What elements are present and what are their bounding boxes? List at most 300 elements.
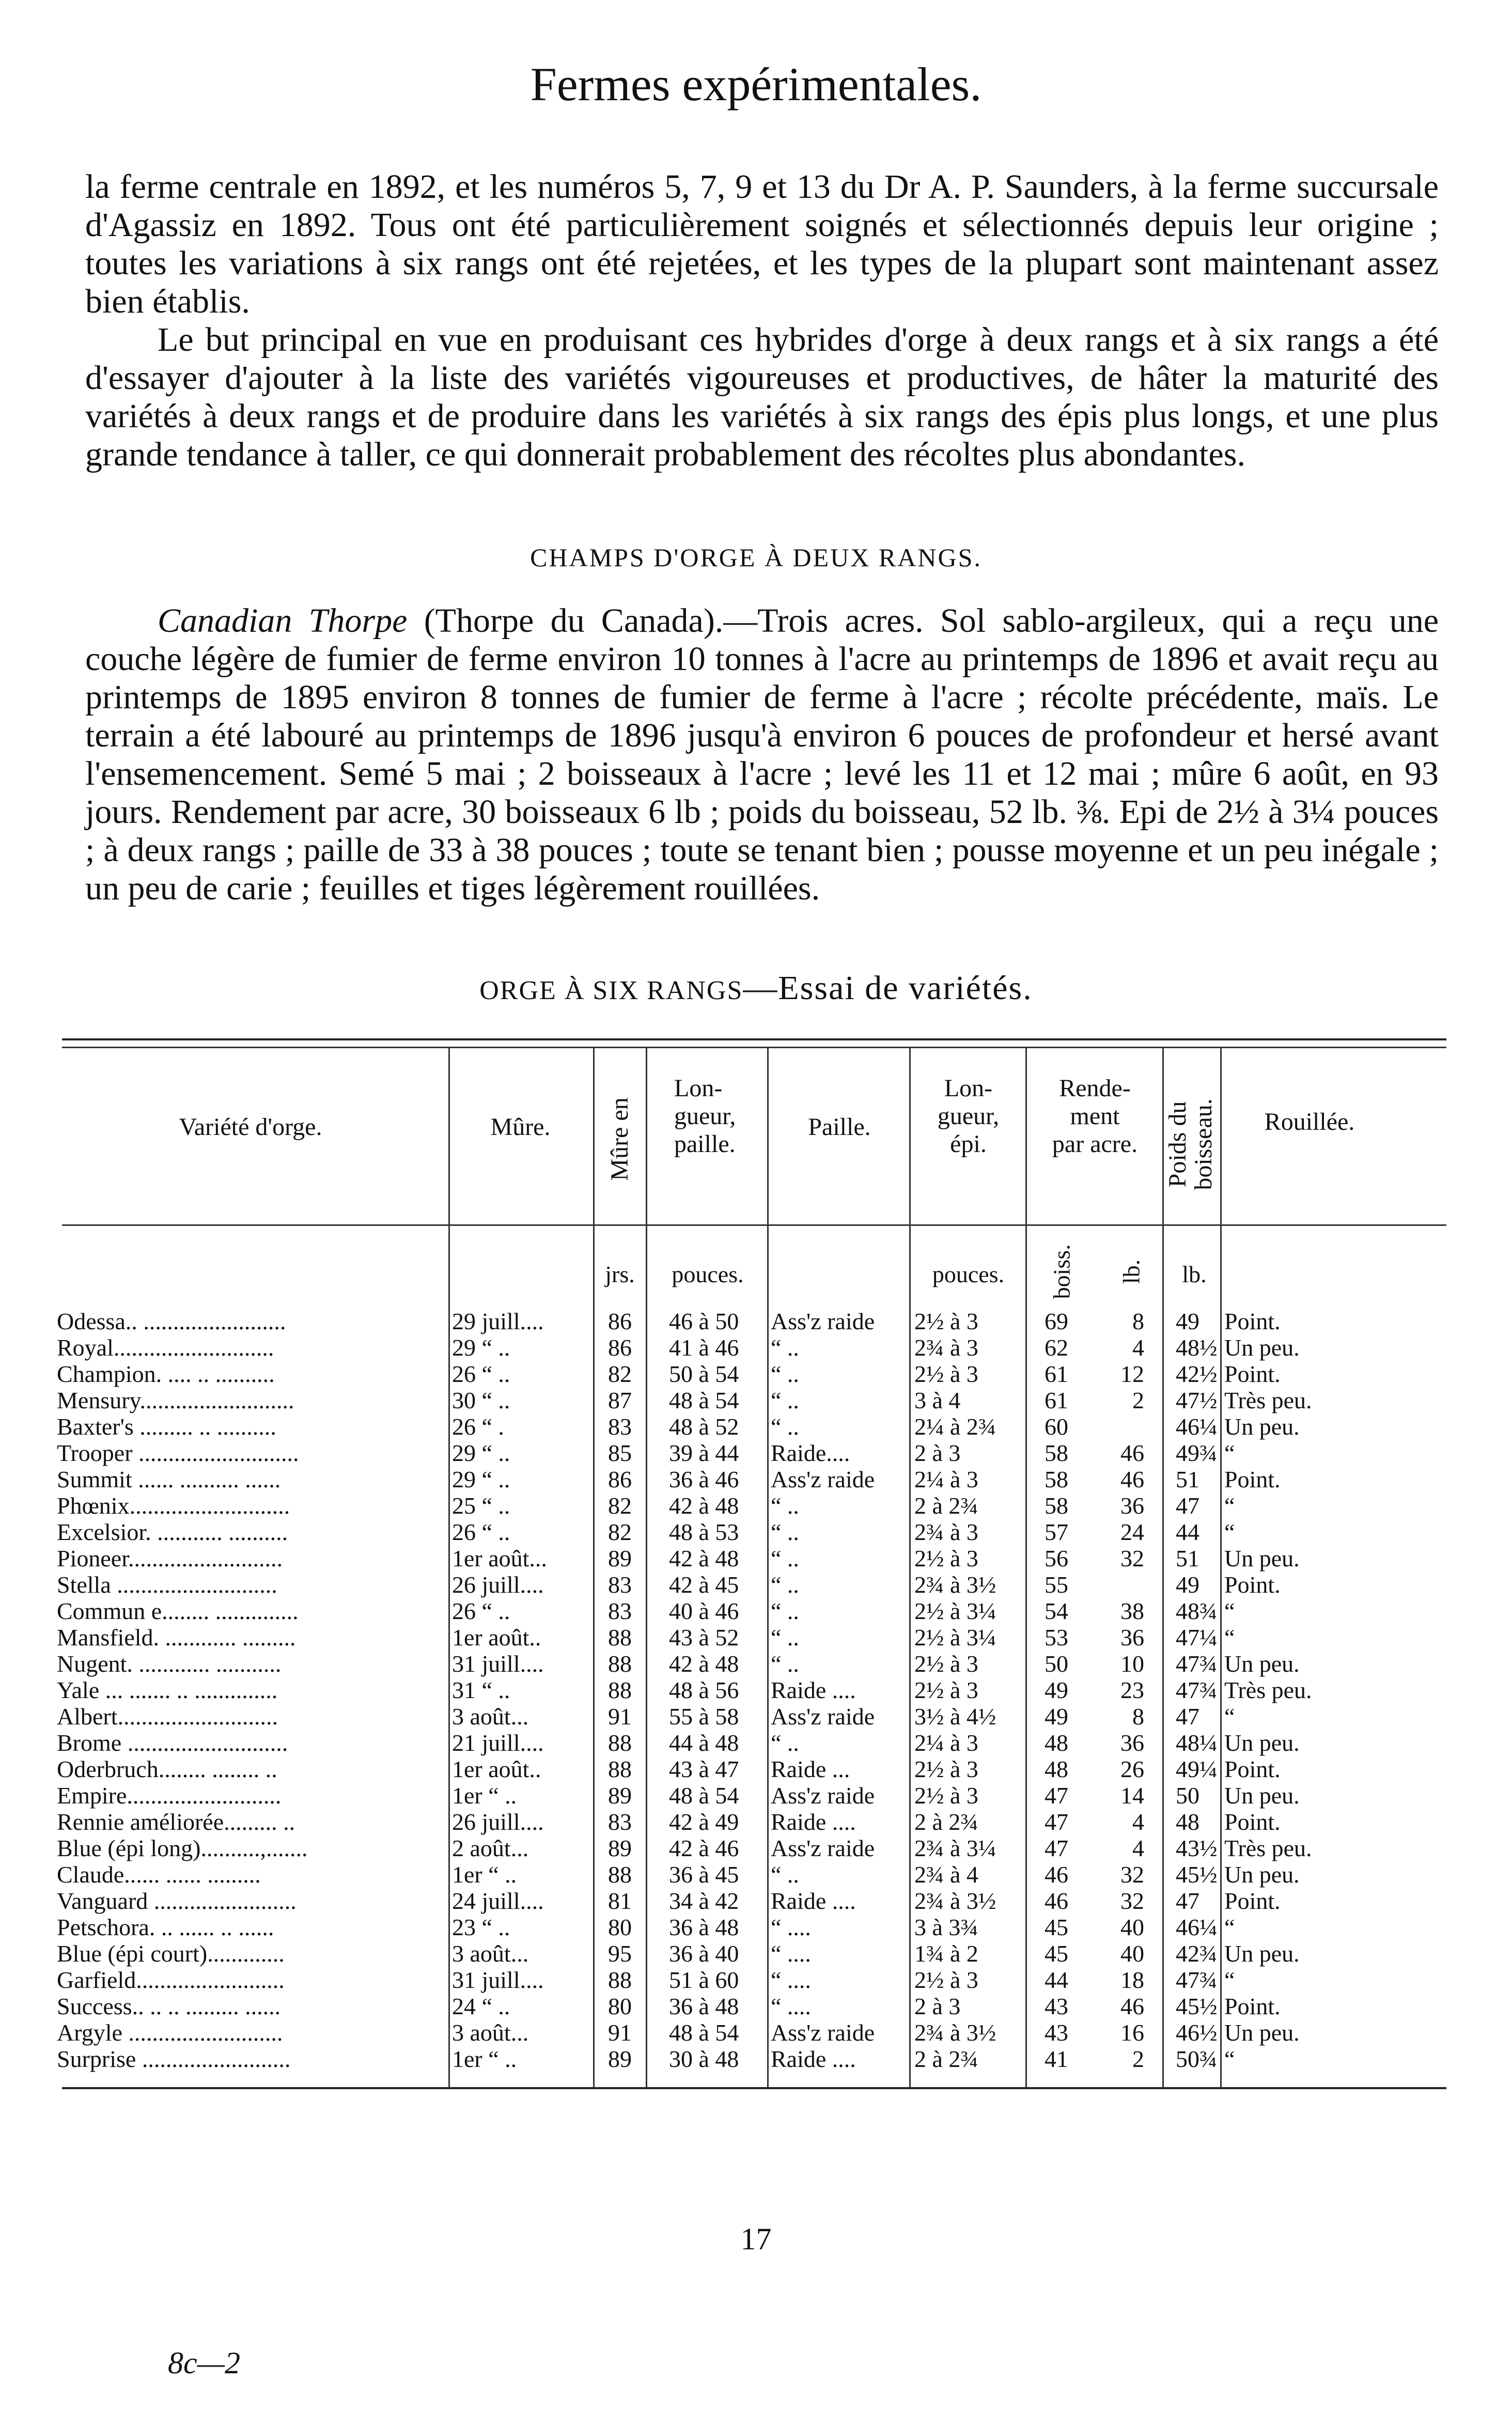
table-row bbox=[0, 1519, 1512, 1545]
cell-lp: 42 à 49 bbox=[669, 1809, 739, 1835]
cell-le: 2½ à 3¼ bbox=[914, 1598, 996, 1624]
cell-mure: 26 juill.... bbox=[452, 1809, 544, 1835]
cell-jrs: 83 bbox=[608, 1572, 632, 1598]
cell-pds: 46¼ bbox=[1176, 1413, 1217, 1440]
cell-rou: Point. bbox=[1224, 1572, 1281, 1598]
cell-rb: 47 bbox=[1045, 1835, 1068, 1861]
table-row bbox=[0, 1572, 1512, 1598]
table-row bbox=[0, 1782, 1512, 1809]
section-title-six-row-b: —Essai de variétés. bbox=[743, 969, 1033, 1007]
cell-rb: 56 bbox=[1045, 1545, 1068, 1572]
cell-variete: Royal........................... bbox=[57, 1334, 274, 1361]
cell-paille: “ .. bbox=[771, 1361, 799, 1387]
cell-mure: 1er août... bbox=[452, 1545, 547, 1572]
unit-pouces-epi: pouces. bbox=[932, 1261, 1005, 1287]
cell-jrs: 91 bbox=[608, 2019, 632, 2046]
cell-mure: 2 août... bbox=[452, 1835, 529, 1861]
cell-pds: 47¾ bbox=[1176, 1651, 1217, 1677]
cell-variete: Excelsior. ........... .......... bbox=[57, 1519, 288, 1545]
cell-jrs: 85 bbox=[608, 1440, 632, 1466]
cell-variete: Nugent. ............ ........... bbox=[57, 1651, 282, 1677]
table-row bbox=[0, 1334, 1512, 1361]
cell-rl: 4 bbox=[1132, 1809, 1144, 1835]
table-row bbox=[0, 1861, 1512, 1888]
cell-rou: “ bbox=[1224, 1440, 1235, 1466]
table-row bbox=[0, 1703, 1512, 1730]
cell-lp: 42 à 45 bbox=[669, 1572, 739, 1598]
cell-rl: 46 bbox=[1120, 1466, 1144, 1492]
cell-mure: 21 juill.... bbox=[452, 1730, 544, 1756]
cell-rb: 49 bbox=[1045, 1703, 1068, 1730]
cell-paille: Raide ... bbox=[771, 1756, 850, 1782]
table-row bbox=[0, 2046, 1512, 2072]
cell-rl: 40 bbox=[1120, 1914, 1144, 1940]
unit-jrs: jrs. bbox=[605, 1261, 635, 1287]
cell-rb: 48 bbox=[1045, 1730, 1068, 1756]
cell-rou: “ bbox=[1224, 1703, 1235, 1730]
cell-variete: Oderbruch........ ........ .. bbox=[57, 1756, 277, 1782]
cell-mure: 26 juill.... bbox=[452, 1572, 544, 1598]
cell-rl: 8 bbox=[1132, 1703, 1144, 1730]
cell-lp: 48 à 53 bbox=[669, 1519, 739, 1545]
cell-le: 2¾ à 3¼ bbox=[914, 1835, 996, 1861]
cell-pds: 50 bbox=[1176, 1782, 1199, 1809]
paragraph-2: Le but principal en vue en produisant ces hybrides d'orge à deux rangs et à six rangs a été d'essayer d'ajouter à la liste des variétés vigoureuses et productives, de hâter la maturité des variétés à deux rangs et de produire dans les variétés à six rangs des épis plus longs, et une plus grande tendance à taller, ce qui donnerait probablement des récoltes plus abondantes. bbox=[85, 321, 1439, 473]
cell-paille: “ .. bbox=[771, 1572, 799, 1598]
cell-mure: 1er août.. bbox=[452, 1756, 541, 1782]
cell-rb: 46 bbox=[1045, 1861, 1068, 1888]
cell-rb: 43 bbox=[1045, 1993, 1068, 2019]
cell-paille: “ .. bbox=[771, 1492, 799, 1519]
cell-rl: 4 bbox=[1132, 1835, 1144, 1861]
cell-mure: 31 juill.... bbox=[452, 1967, 544, 1993]
cell-jrs: 87 bbox=[608, 1387, 632, 1413]
table-row bbox=[0, 1624, 1512, 1651]
cell-rou: Un peu. bbox=[1224, 1730, 1300, 1756]
cell-le: 2½ à 3 bbox=[914, 1967, 978, 1993]
cell-paille: “ .. bbox=[771, 1651, 799, 1677]
cell-rl: 23 bbox=[1120, 1677, 1144, 1703]
cell-variete: Garfield......................... bbox=[57, 1967, 285, 1993]
cell-mure: 1er “ .. bbox=[452, 1782, 517, 1809]
cell-variete: Baxter's ......... .. .......... bbox=[57, 1413, 276, 1440]
cell-mure: 31 juill.... bbox=[452, 1651, 544, 1677]
cell-variete: Vanguard ........................ bbox=[57, 1888, 297, 1914]
cell-jrs: 81 bbox=[608, 1888, 632, 1914]
cell-paille: Ass'z raide bbox=[771, 1782, 875, 1809]
cell-rou: Point. bbox=[1224, 1466, 1281, 1492]
cell-rb: 54 bbox=[1045, 1598, 1068, 1624]
cell-rou: “ bbox=[1224, 1914, 1235, 1940]
cell-le: 2¼ à 3 bbox=[914, 1730, 978, 1756]
cell-pds: 47 bbox=[1176, 1492, 1199, 1519]
cell-pds: 47¼ bbox=[1176, 1624, 1217, 1651]
table-bottom-rule bbox=[62, 2087, 1446, 2089]
cell-paille: “ .. bbox=[771, 1387, 799, 1413]
cell-rl: 16 bbox=[1120, 2019, 1144, 2046]
cell-mure: 24 juill.... bbox=[452, 1888, 544, 1914]
cell-rb: 50 bbox=[1045, 1651, 1068, 1677]
cell-lp: 39 à 44 bbox=[669, 1440, 739, 1466]
cell-lp: 41 à 46 bbox=[669, 1334, 739, 1361]
cell-variete: Success.. .. .. ......... ...... bbox=[57, 1993, 281, 2019]
header-paille: Paille. bbox=[808, 1113, 871, 1141]
cell-rl: 32 bbox=[1120, 1545, 1144, 1572]
cell-jrs: 80 bbox=[608, 1993, 632, 2019]
cell-le: 2 à 2¾ bbox=[914, 2046, 978, 2072]
header-variete: Variété d'orge. bbox=[179, 1113, 322, 1141]
cell-paille: “ .... bbox=[771, 1967, 811, 1993]
cell-rb: 55 bbox=[1045, 1572, 1068, 1598]
cell-rl: 32 bbox=[1120, 1888, 1144, 1914]
cell-paille: Raide .... bbox=[771, 2046, 856, 2072]
cell-rb: 53 bbox=[1045, 1624, 1068, 1651]
cell-pds: 49¾ bbox=[1176, 1440, 1217, 1466]
cell-pds: 49¼ bbox=[1176, 1756, 1217, 1782]
cell-paille: Ass'z raide bbox=[771, 2019, 875, 2046]
cell-rl: 24 bbox=[1120, 1519, 1144, 1545]
cell-paille: “ .. bbox=[771, 1413, 799, 1440]
cell-rou: “ bbox=[1224, 1967, 1235, 1993]
cell-mure: 3 août... bbox=[452, 2019, 529, 2046]
cell-paille: “ .. bbox=[771, 1519, 799, 1545]
cell-variete: Summit ...... .......... ...... bbox=[57, 1466, 281, 1492]
cell-jrs: 95 bbox=[608, 1940, 632, 1967]
cell-mure: 29 “ .. bbox=[452, 1334, 510, 1361]
cell-variete: Phœnix........................... bbox=[57, 1492, 290, 1519]
cell-rb: 57 bbox=[1045, 1519, 1068, 1545]
cell-pds: 51 bbox=[1176, 1466, 1199, 1492]
cell-le: 2½ à 3 bbox=[914, 1545, 978, 1572]
cell-lp: 51 à 60 bbox=[669, 1967, 739, 1993]
cell-rou: “ bbox=[1224, 1492, 1235, 1519]
cell-variete: Odessa.. ........................ bbox=[57, 1308, 286, 1334]
cell-jrs: 82 bbox=[608, 1361, 632, 1387]
cell-jrs: 86 bbox=[608, 1466, 632, 1492]
cell-le: 2½ à 3 bbox=[914, 1361, 978, 1387]
cell-le: 2¾ à 3½ bbox=[914, 1572, 996, 1598]
table-row bbox=[0, 1492, 1512, 1519]
cell-jrs: 89 bbox=[608, 2046, 632, 2072]
table-row bbox=[0, 1993, 1512, 2019]
cell-lp: 36 à 40 bbox=[669, 1940, 739, 1967]
table-row bbox=[0, 1730, 1512, 1756]
section-title-six-row-a: ORGE À SIX RANGS bbox=[479, 976, 743, 1005]
cell-rl: 46 bbox=[1120, 1440, 1144, 1466]
header-mure-en: Mûre en bbox=[606, 1097, 633, 1181]
cell-mure: 3 août... bbox=[452, 1703, 529, 1730]
cell-variete: Rennie améliorée......... .. bbox=[57, 1809, 295, 1835]
cell-pds: 42½ bbox=[1176, 1361, 1217, 1387]
cell-pds: 48¾ bbox=[1176, 1598, 1217, 1624]
cell-paille: “ .. bbox=[771, 1545, 799, 1572]
cell-rl: 4 bbox=[1132, 1334, 1144, 1361]
cell-variete: Surprise ......................... bbox=[57, 2046, 291, 2072]
cell-rou: Un peu. bbox=[1224, 1334, 1300, 1361]
cell-rou: Un peu. bbox=[1224, 1782, 1300, 1809]
header-poids-boisseau: Poids du boisseau. bbox=[1164, 1098, 1217, 1190]
cell-lp: 48 à 54 bbox=[669, 2019, 739, 2046]
cell-rb: 60 bbox=[1045, 1413, 1068, 1440]
cell-rl: 10 bbox=[1120, 1651, 1144, 1677]
header-longueur-paille: Lon- gueur, paille. bbox=[674, 1075, 736, 1158]
cell-lp: 40 à 46 bbox=[669, 1598, 739, 1624]
cell-pds: 47¾ bbox=[1176, 1967, 1217, 1993]
cell-pds: 45½ bbox=[1176, 1861, 1217, 1888]
cell-pds: 47 bbox=[1176, 1703, 1199, 1730]
cell-mure: 25 “ .. bbox=[452, 1492, 510, 1519]
table-row bbox=[0, 1835, 1512, 1861]
table-row bbox=[0, 1466, 1512, 1492]
cell-mure: 29 juill.... bbox=[452, 1308, 544, 1334]
cell-le: 2½ à 3 bbox=[914, 1308, 978, 1334]
cell-rou: Un peu. bbox=[1224, 1545, 1300, 1572]
cell-mure: 31 “ .. bbox=[452, 1677, 510, 1703]
cell-lp: 36 à 45 bbox=[669, 1861, 739, 1888]
cell-lp: 34 à 42 bbox=[669, 1888, 739, 1914]
cell-variete: Mensury.......................... bbox=[57, 1387, 294, 1413]
cell-pds: 48¼ bbox=[1176, 1730, 1217, 1756]
page-title: Fermes expérimentales. bbox=[530, 58, 982, 111]
cell-rb: 58 bbox=[1045, 1466, 1068, 1492]
cell-rl: 2 bbox=[1132, 1387, 1144, 1413]
variety-name: Canadian Thorpe bbox=[158, 602, 408, 640]
cell-variete: Commun e........ .............. bbox=[57, 1598, 299, 1624]
cell-jrs: 88 bbox=[608, 1624, 632, 1651]
signature-mark: 8c—2 bbox=[168, 2346, 240, 2380]
cell-rb: 61 bbox=[1045, 1361, 1068, 1387]
cell-rou: Très peu. bbox=[1224, 1387, 1312, 1413]
cell-rb: 47 bbox=[1045, 1782, 1068, 1809]
cell-lp: 50 à 54 bbox=[669, 1361, 739, 1387]
cell-le: 2¼ à 2¾ bbox=[914, 1413, 996, 1440]
cell-lp: 55 à 58 bbox=[669, 1703, 739, 1730]
cell-pds: 48½ bbox=[1176, 1334, 1217, 1361]
cell-jrs: 89 bbox=[608, 1545, 632, 1572]
cell-rb: 58 bbox=[1045, 1492, 1068, 1519]
cell-pds: 46½ bbox=[1176, 2019, 1217, 2046]
cell-paille: Raide.... bbox=[771, 1440, 850, 1466]
cell-jrs: 89 bbox=[608, 1782, 632, 1809]
cell-paille: Raide .... bbox=[771, 1809, 856, 1835]
cell-jrs: 88 bbox=[608, 1677, 632, 1703]
cell-pds: 50¾ bbox=[1176, 2046, 1217, 2072]
cell-jrs: 86 bbox=[608, 1334, 632, 1361]
table-row bbox=[0, 1756, 1512, 1782]
cell-lp: 30 à 48 bbox=[669, 2046, 739, 2072]
table-row bbox=[0, 1809, 1512, 1835]
table-row bbox=[0, 1361, 1512, 1387]
cell-paille: “ .. bbox=[771, 1334, 799, 1361]
intro-text bbox=[85, 168, 1439, 474]
section-title-two-row: CHAMPS D'ORGE À DEUX RANGS. bbox=[530, 543, 982, 572]
paragraph-1: la ferme centrale en 1892, et les numéros 5, 7, 9 et 13 du Dr A. P. Saunders, à la ferme succursale d'Agassiz en 1892. Tous ont été particulièrement soignés et sélectionnés depuis leur origine ; toutes les variations à six rangs ont été rejetées, et les types de la plupart sont maintenant assez bien établis. bbox=[85, 168, 1439, 320]
cell-le: 2¾ à 3½ bbox=[914, 2019, 996, 2046]
table-row bbox=[0, 1598, 1512, 1624]
cell-rb: 58 bbox=[1045, 1440, 1068, 1466]
cell-rl: 2 bbox=[1132, 2046, 1144, 2072]
header-rendement: Rende- ment par acre. bbox=[1052, 1075, 1138, 1158]
cell-lp: 43 à 52 bbox=[669, 1624, 739, 1651]
cell-mure: 29 “ .. bbox=[452, 1466, 510, 1492]
cell-le: 2 à 3 bbox=[914, 1993, 961, 2019]
unit-livres-rot: lb. bbox=[1118, 1259, 1145, 1284]
cell-jrs: 88 bbox=[608, 1861, 632, 1888]
cell-mure: 24 “ .. bbox=[452, 1993, 510, 2019]
cell-paille: Ass'z raide bbox=[771, 1466, 875, 1492]
header-longueur-epi: Lon- gueur, épi. bbox=[937, 1075, 1000, 1158]
cell-pds: 46¼ bbox=[1176, 1914, 1217, 1940]
cell-le: 3 à 4 bbox=[914, 1387, 961, 1413]
cell-mure: 29 “ .. bbox=[452, 1440, 510, 1466]
cell-variete: Petschora. .. ...... .. ...... bbox=[57, 1914, 274, 1940]
table-row bbox=[0, 1940, 1512, 1967]
cell-lp: 48 à 54 bbox=[669, 1387, 739, 1413]
cell-rl: 38 bbox=[1120, 1598, 1144, 1624]
cell-rb: 62 bbox=[1045, 1334, 1068, 1361]
cell-mure: 1er “ .. bbox=[452, 2046, 517, 2072]
cell-rou: “ bbox=[1224, 2046, 1235, 2072]
cell-le: 2¾ à 4 bbox=[914, 1861, 978, 1888]
cell-mure: 23 “ .. bbox=[452, 1914, 510, 1940]
cell-mure: 26 “ .. bbox=[452, 1598, 510, 1624]
cell-lp: 36 à 48 bbox=[669, 1914, 739, 1940]
cell-rou: Un peu. bbox=[1224, 1413, 1300, 1440]
cell-lp: 48 à 54 bbox=[669, 1782, 739, 1809]
cell-jrs: 86 bbox=[608, 1308, 632, 1334]
cell-rl: 40 bbox=[1120, 1940, 1144, 1967]
cell-variete: Argyle .......................... bbox=[57, 2019, 283, 2046]
cell-le: 2¾ à 3 bbox=[914, 1519, 978, 1545]
cell-pds: 44 bbox=[1176, 1519, 1199, 1545]
cell-rou: Très peu. bbox=[1224, 1835, 1312, 1861]
cell-lp: 44 à 48 bbox=[669, 1730, 739, 1756]
cell-paille: Ass'z raide bbox=[771, 1308, 875, 1334]
cell-variete: Blue (épi long)..........,....... bbox=[57, 1835, 308, 1861]
cell-le: 2½ à 3 bbox=[914, 1782, 978, 1809]
cell-variete: Blue (épi court)............. bbox=[57, 1940, 285, 1967]
cell-paille: “ .. bbox=[771, 1598, 799, 1624]
cell-rou: Point. bbox=[1224, 1308, 1281, 1334]
table-row bbox=[0, 1413, 1512, 1440]
cell-rou: Point. bbox=[1224, 1993, 1281, 2019]
table-row bbox=[0, 1440, 1512, 1466]
cell-lp: 48 à 52 bbox=[669, 1413, 739, 1440]
cell-rb: 46 bbox=[1045, 1888, 1068, 1914]
cell-pds: 48 bbox=[1176, 1809, 1199, 1835]
cell-jrs: 83 bbox=[608, 1413, 632, 1440]
cell-paille: Raide .... bbox=[771, 1888, 856, 1914]
cell-rl: 46 bbox=[1120, 1993, 1144, 2019]
cell-rou: Un peu. bbox=[1224, 1861, 1300, 1888]
cell-le: 1¾ à 2 bbox=[914, 1940, 978, 1967]
cell-rb: 44 bbox=[1045, 1967, 1068, 1993]
cell-jrs: 88 bbox=[608, 1756, 632, 1782]
table-row bbox=[0, 1387, 1512, 1413]
cell-lp: 42 à 48 bbox=[669, 1492, 739, 1519]
cell-lp: 46 à 50 bbox=[669, 1308, 739, 1334]
cell-rou: “ bbox=[1224, 1624, 1235, 1651]
cell-rl: 26 bbox=[1120, 1756, 1144, 1782]
cell-le: 3 à 3¾ bbox=[914, 1914, 978, 1940]
cell-le: 2¾ à 3 bbox=[914, 1334, 978, 1361]
table-row bbox=[0, 1967, 1512, 1993]
cell-mure: 30 “ .. bbox=[452, 1387, 510, 1413]
cell-lp: 42 à 46 bbox=[669, 1835, 739, 1861]
cell-rou: “ bbox=[1224, 1519, 1235, 1545]
cell-rl: 36 bbox=[1120, 1730, 1144, 1756]
cell-variete: Pioneer.......................... bbox=[57, 1545, 283, 1572]
cell-jrs: 88 bbox=[608, 1651, 632, 1677]
table-row bbox=[0, 2019, 1512, 2046]
table-row bbox=[0, 1651, 1512, 1677]
cell-paille: “ .... bbox=[771, 1940, 811, 1967]
cell-jrs: 82 bbox=[608, 1519, 632, 1545]
cell-variete: Trooper ........................... bbox=[57, 1440, 299, 1466]
cell-variete: Yale ... ....... .. .............. bbox=[57, 1677, 278, 1703]
cell-rou: Un peu. bbox=[1224, 1651, 1300, 1677]
cell-le: 2 à 2¾ bbox=[914, 1492, 978, 1519]
cell-rou: Un peu. bbox=[1224, 1940, 1300, 1967]
section-title-six-row bbox=[0, 969, 1512, 1008]
page-number: 17 bbox=[740, 2222, 772, 2256]
cell-paille: “ .. bbox=[771, 1861, 799, 1888]
cell-rl: 14 bbox=[1120, 1782, 1144, 1809]
cell-variete: Claude...... ...... ......... bbox=[57, 1861, 261, 1888]
table-top-rule-2 bbox=[62, 1047, 1446, 1048]
cell-pds: 45½ bbox=[1176, 1993, 1217, 2019]
cell-jrs: 91 bbox=[608, 1703, 632, 1730]
cell-rl: 18 bbox=[1120, 1967, 1144, 1993]
cell-le: 2 à 2¾ bbox=[914, 1809, 978, 1835]
table-row bbox=[0, 1308, 1512, 1334]
cell-rou: Un peu. bbox=[1224, 2019, 1300, 2046]
unit-boisseaux: boiss. bbox=[1048, 1244, 1075, 1299]
cell-paille: “ .. bbox=[771, 1730, 799, 1756]
cell-rb: 61 bbox=[1045, 1387, 1068, 1413]
cell-mure: 3 août... bbox=[452, 1940, 529, 1967]
table-row bbox=[0, 1914, 1512, 1940]
cell-lp: 43 à 47 bbox=[669, 1756, 739, 1782]
cell-jrs: 88 bbox=[608, 1967, 632, 1993]
cell-jrs: 80 bbox=[608, 1914, 632, 1940]
cell-variete: Champion. .... .. .......... bbox=[57, 1361, 275, 1387]
cell-le: 2 à 3 bbox=[914, 1440, 961, 1466]
cell-rl: 12 bbox=[1120, 1361, 1144, 1387]
cell-le: 2¾ à 3½ bbox=[914, 1888, 996, 1914]
cell-rb: 48 bbox=[1045, 1756, 1068, 1782]
cell-le: 2½ à 3 bbox=[914, 1677, 978, 1703]
cell-pds: 47 bbox=[1176, 1888, 1199, 1914]
cell-le: 2½ à 3 bbox=[914, 1651, 978, 1677]
cell-mure: 1er août.. bbox=[452, 1624, 541, 1651]
cell-mure: 26 “ .. bbox=[452, 1519, 510, 1545]
cell-jrs: 88 bbox=[608, 1730, 632, 1756]
cell-rb: 45 bbox=[1045, 1940, 1068, 1967]
cell-pds: 49 bbox=[1176, 1308, 1199, 1334]
cell-pds: 47¾ bbox=[1176, 1677, 1217, 1703]
cell-lp: 36 à 46 bbox=[669, 1466, 739, 1492]
cell-rou: Point. bbox=[1224, 1361, 1281, 1387]
cell-variete: Mansfield. ............ ......... bbox=[57, 1624, 296, 1651]
cell-lp: 48 à 56 bbox=[669, 1677, 739, 1703]
cell-rou: Point. bbox=[1224, 1809, 1281, 1835]
cell-le: 2½ à 3¼ bbox=[914, 1624, 996, 1651]
cell-variete: Brome ........................... bbox=[57, 1730, 288, 1756]
cell-rb: 41 bbox=[1045, 2046, 1068, 2072]
cell-jrs: 82 bbox=[608, 1492, 632, 1519]
cell-pds: 43½ bbox=[1176, 1835, 1217, 1861]
